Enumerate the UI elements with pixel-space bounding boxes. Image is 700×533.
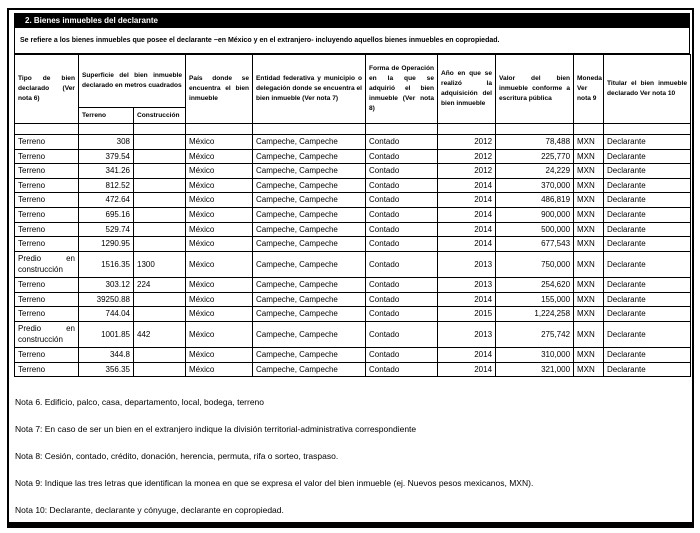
table-row (15, 193, 691, 208)
cell-terreno: 1516.35 (79, 251, 134, 277)
table-row (15, 307, 691, 322)
cell-pais: México (186, 347, 253, 362)
col-header-forma: Forma de Operación en la que se adquirió el bien inmueble (Ver nota 8) (366, 55, 438, 124)
cell-moneda: MXN (574, 222, 604, 237)
cell-tipo: Predio en construcción (15, 251, 79, 277)
cell-titular: Declarante (604, 277, 691, 292)
cell-terreno: 356.35 (79, 362, 134, 377)
cell-anio: 2014 (438, 178, 496, 193)
cell-moneda: MXN (574, 193, 604, 208)
cell-valor: 310,000 (496, 347, 574, 362)
cell-tipo: Terreno (15, 277, 79, 292)
cell-valor: 275,742 (496, 321, 574, 347)
cell-moneda: MXN (574, 321, 604, 347)
cell-anio: 2014 (438, 237, 496, 252)
cell-forma: Contado (366, 164, 438, 179)
cell-construccion (134, 135, 186, 150)
cell-entidad: Campeche, Campeche (253, 251, 366, 277)
cell-titular: Declarante (604, 222, 691, 237)
cell-valor: 155,000 (496, 292, 574, 307)
col-header-titular: Titular el bien inmueble declarado Ver nota 10 (604, 55, 691, 124)
cell-tipo: Terreno (15, 307, 79, 322)
note-7: Nota 7: En caso de ser un bien en el extranjero indique la división territorial-administrativa correspondiente (15, 424, 417, 435)
cell-tipo: Terreno (15, 135, 79, 150)
cell-moneda: MXN (574, 347, 604, 362)
cell-forma: Contado (366, 307, 438, 322)
cell-construccion (134, 207, 186, 222)
cell-terreno: 744.04 (79, 307, 134, 322)
cell-forma: Contado (366, 178, 438, 193)
col-header-tipo: Tipo de bien declarado (Ver nota 6) (15, 55, 79, 124)
cell-tipo: Terreno (15, 149, 79, 164)
cell-moneda: MXN (574, 251, 604, 277)
cell-construccion (134, 164, 186, 179)
cell-titular: Declarante (604, 237, 691, 252)
cell-pais: México (186, 251, 253, 277)
table-header (15, 55, 691, 135)
note-8: Nota 8: Cesión, contado, crédito, donación, herencia, permuta, rifa o sorteo, traspaso. (15, 451, 339, 462)
table-row (15, 321, 691, 347)
cell-pais: México (186, 164, 253, 179)
table-row (15, 277, 691, 292)
cell-moneda: MXN (574, 149, 604, 164)
notes-section (14, 397, 690, 515)
cell-terreno: 812.52 (79, 178, 134, 193)
cell-pais: México (186, 362, 253, 377)
cell-entidad: Campeche, Campeche (253, 149, 366, 164)
col-header-construccion: Construcción (134, 108, 186, 124)
cell-pais: México (186, 207, 253, 222)
cell-construccion (134, 362, 186, 377)
table-row (15, 362, 691, 377)
cell-titular: Declarante (604, 307, 691, 322)
cell-anio: 2014 (438, 362, 496, 377)
cell-pais: México (186, 149, 253, 164)
cell-forma: Contado (366, 149, 438, 164)
cell-entidad: Campeche, Campeche (253, 277, 366, 292)
cell-pais: México (186, 135, 253, 150)
cell-anio: 2014 (438, 207, 496, 222)
cell-forma: Contado (366, 193, 438, 208)
cell-pais: México (186, 277, 253, 292)
table-row (15, 164, 691, 179)
cell-construccion (134, 222, 186, 237)
col-header-moneda: Moneda Ver nota 9 (574, 55, 604, 124)
cell-titular: Declarante (604, 135, 691, 150)
cell-titular: Declarante (604, 362, 691, 377)
cell-construccion (134, 193, 186, 208)
col-header-anio: Año en que se realizó la adquisición del bien inmueble (438, 55, 496, 124)
cell-valor: 370,000 (496, 178, 574, 193)
col-header-terreno: Terreno (79, 108, 134, 124)
cell-forma: Contado (366, 222, 438, 237)
cell-entidad: Campeche, Campeche (253, 178, 366, 193)
cell-construccion (134, 149, 186, 164)
cell-terreno: 695.16 (79, 207, 134, 222)
cell-construccion: 224 (134, 277, 186, 292)
cell-terreno: 308 (79, 135, 134, 150)
cell-valor: 254,620 (496, 277, 574, 292)
cell-entidad: Campeche, Campeche (253, 193, 366, 208)
cell-entidad: Campeche, Campeche (253, 237, 366, 252)
note-9: Nota 9: Indique las tres letras que identifican la monea en que se expresa el valor del bien inmueble (ej. Nuevos pesos mexicanos, MXN). (15, 478, 534, 489)
cell-construccion: 442 (134, 321, 186, 347)
cell-anio: 2014 (438, 292, 496, 307)
cell-titular: Declarante (604, 207, 691, 222)
cell-anio: 2012 (438, 164, 496, 179)
cell-forma: Contado (366, 251, 438, 277)
cell-terreno: 344.8 (79, 347, 134, 362)
table-row (15, 207, 691, 222)
cell-entidad: Campeche, Campeche (253, 321, 366, 347)
cell-forma: Contado (366, 347, 438, 362)
note-10: Nota 10: Declarante, declarante y cónyuge, declarante en copropiedad. (15, 505, 284, 516)
cell-entidad: Campeche, Campeche (253, 135, 366, 150)
table-row (15, 178, 691, 193)
cell-valor: 225,770 (496, 149, 574, 164)
document-frame (7, 8, 694, 528)
cell-anio: 2014 (438, 193, 496, 208)
cell-titular: Declarante (604, 321, 691, 347)
cell-tipo: Terreno (15, 207, 79, 222)
table-row (15, 149, 691, 164)
cell-terreno: 341.26 (79, 164, 134, 179)
cell-moneda: MXN (574, 164, 604, 179)
table-row (15, 135, 691, 150)
cell-valor: 78,488 (496, 135, 574, 150)
cell-titular: Declarante (604, 251, 691, 277)
cell-tipo: Terreno (15, 347, 79, 362)
cell-moneda: MXN (574, 362, 604, 377)
cell-anio: 2012 (438, 135, 496, 150)
cell-forma: Contado (366, 207, 438, 222)
cell-valor: 900,000 (496, 207, 574, 222)
cell-valor: 24,229 (496, 164, 574, 179)
cell-valor: 1,224,258 (496, 307, 574, 322)
cell-terreno: 379.54 (79, 149, 134, 164)
cell-pais: México (186, 237, 253, 252)
col-header-superficie: Superficie del bien inmueble declarado en metros cuadrados (79, 55, 186, 108)
cell-moneda: MXN (574, 178, 604, 193)
section-subtitle (14, 28, 690, 54)
cell-entidad: Campeche, Campeche (253, 222, 366, 237)
cell-terreno: 529.74 (79, 222, 134, 237)
cell-pais: México (186, 178, 253, 193)
cell-pais: México (186, 307, 253, 322)
table-row (15, 237, 691, 252)
cell-forma: Contado (366, 237, 438, 252)
cell-terreno: 303.12 (79, 277, 134, 292)
cell-anio: 2015 (438, 307, 496, 322)
cell-anio: 2012 (438, 149, 496, 164)
cell-forma: Contado (366, 277, 438, 292)
cell-anio: 2014 (438, 222, 496, 237)
cell-entidad: Campeche, Campeche (253, 292, 366, 307)
table-row (15, 292, 691, 307)
section-title: 2. Bienes inmuebles del declarante (25, 16, 158, 25)
spacer-row (15, 124, 691, 135)
cell-tipo: Terreno (15, 222, 79, 237)
cell-construccion (134, 178, 186, 193)
cell-entidad: Campeche, Campeche (253, 347, 366, 362)
cell-construccion (134, 347, 186, 362)
cell-titular: Declarante (604, 149, 691, 164)
cell-terreno: 1290.95 (79, 237, 134, 252)
col-header-valor: Valor del bien inmueble conforme a escritura pública (496, 55, 574, 124)
cell-moneda: MXN (574, 237, 604, 252)
cell-entidad: Campeche, Campeche (253, 307, 366, 322)
cell-construccion (134, 237, 186, 252)
cell-valor: 500,000 (496, 222, 574, 237)
cell-moneda: MXN (574, 292, 604, 307)
cell-entidad: Campeche, Campeche (253, 164, 366, 179)
col-header-entidad: Entidad federativa y municipio o delegación donde se encuentra el bien inmueble (Ver nota 7) (253, 55, 366, 124)
cell-pais: México (186, 321, 253, 347)
cell-titular: Declarante (604, 164, 691, 179)
section-subtitle-text: Se refiere a los bienes inmuebles que posee el declarante −en México y en el extranjero- incluyendo aquellos bienes inmuebles en copropiedad. (20, 37, 500, 44)
cell-anio: 2014 (438, 347, 496, 362)
cell-forma: Contado (366, 292, 438, 307)
cell-entidad: Campeche, Campeche (253, 362, 366, 377)
cell-moneda: MXN (574, 307, 604, 322)
cell-titular: Declarante (604, 193, 691, 208)
section-title-bar (14, 13, 690, 28)
real-estate-table (14, 54, 691, 377)
cell-moneda: MXN (574, 207, 604, 222)
table-body (15, 135, 691, 377)
cell-titular: Declarante (604, 178, 691, 193)
cell-tipo: Terreno (15, 362, 79, 377)
cell-anio: 2013 (438, 321, 496, 347)
cell-moneda: MXN (574, 135, 604, 150)
cell-terreno: 1001.85 (79, 321, 134, 347)
cell-forma: Contado (366, 321, 438, 347)
cell-terreno: 39250.88 (79, 292, 134, 307)
table-row (15, 347, 691, 362)
cell-construccion: 1300 (134, 251, 186, 277)
cell-construccion (134, 307, 186, 322)
cell-valor: 321,000 (496, 362, 574, 377)
cell-valor: 486,819 (496, 193, 574, 208)
cell-moneda: MXN (574, 277, 604, 292)
cell-tipo: Predio en construcción (15, 321, 79, 347)
cell-titular: Declarante (604, 347, 691, 362)
cell-pais: México (186, 292, 253, 307)
cell-valor: 750,000 (496, 251, 574, 277)
cell-construccion (134, 292, 186, 307)
col-header-pais: País donde se encuentra el bien inmueble (186, 55, 253, 124)
cell-forma: Contado (366, 362, 438, 377)
cell-anio: 2013 (438, 277, 496, 292)
cell-pais: México (186, 222, 253, 237)
cell-tipo: Terreno (15, 164, 79, 179)
note-6: Nota 6. Edificio, palco, casa, departamento, local, bodega, terreno (15, 397, 265, 408)
cell-anio: 2013 (438, 251, 496, 277)
cell-entidad: Campeche, Campeche (253, 207, 366, 222)
cell-tipo: Terreno (15, 193, 79, 208)
cell-titular: Declarante (604, 292, 691, 307)
table-row (15, 222, 691, 237)
table-row (15, 251, 691, 277)
cell-forma: Contado (366, 135, 438, 150)
cell-tipo: Terreno (15, 178, 79, 193)
cell-tipo: Terreno (15, 237, 79, 252)
cell-valor: 677,543 (496, 237, 574, 252)
cell-pais: México (186, 193, 253, 208)
cell-tipo: Terreno (15, 292, 79, 307)
cell-terreno: 472.64 (79, 193, 134, 208)
